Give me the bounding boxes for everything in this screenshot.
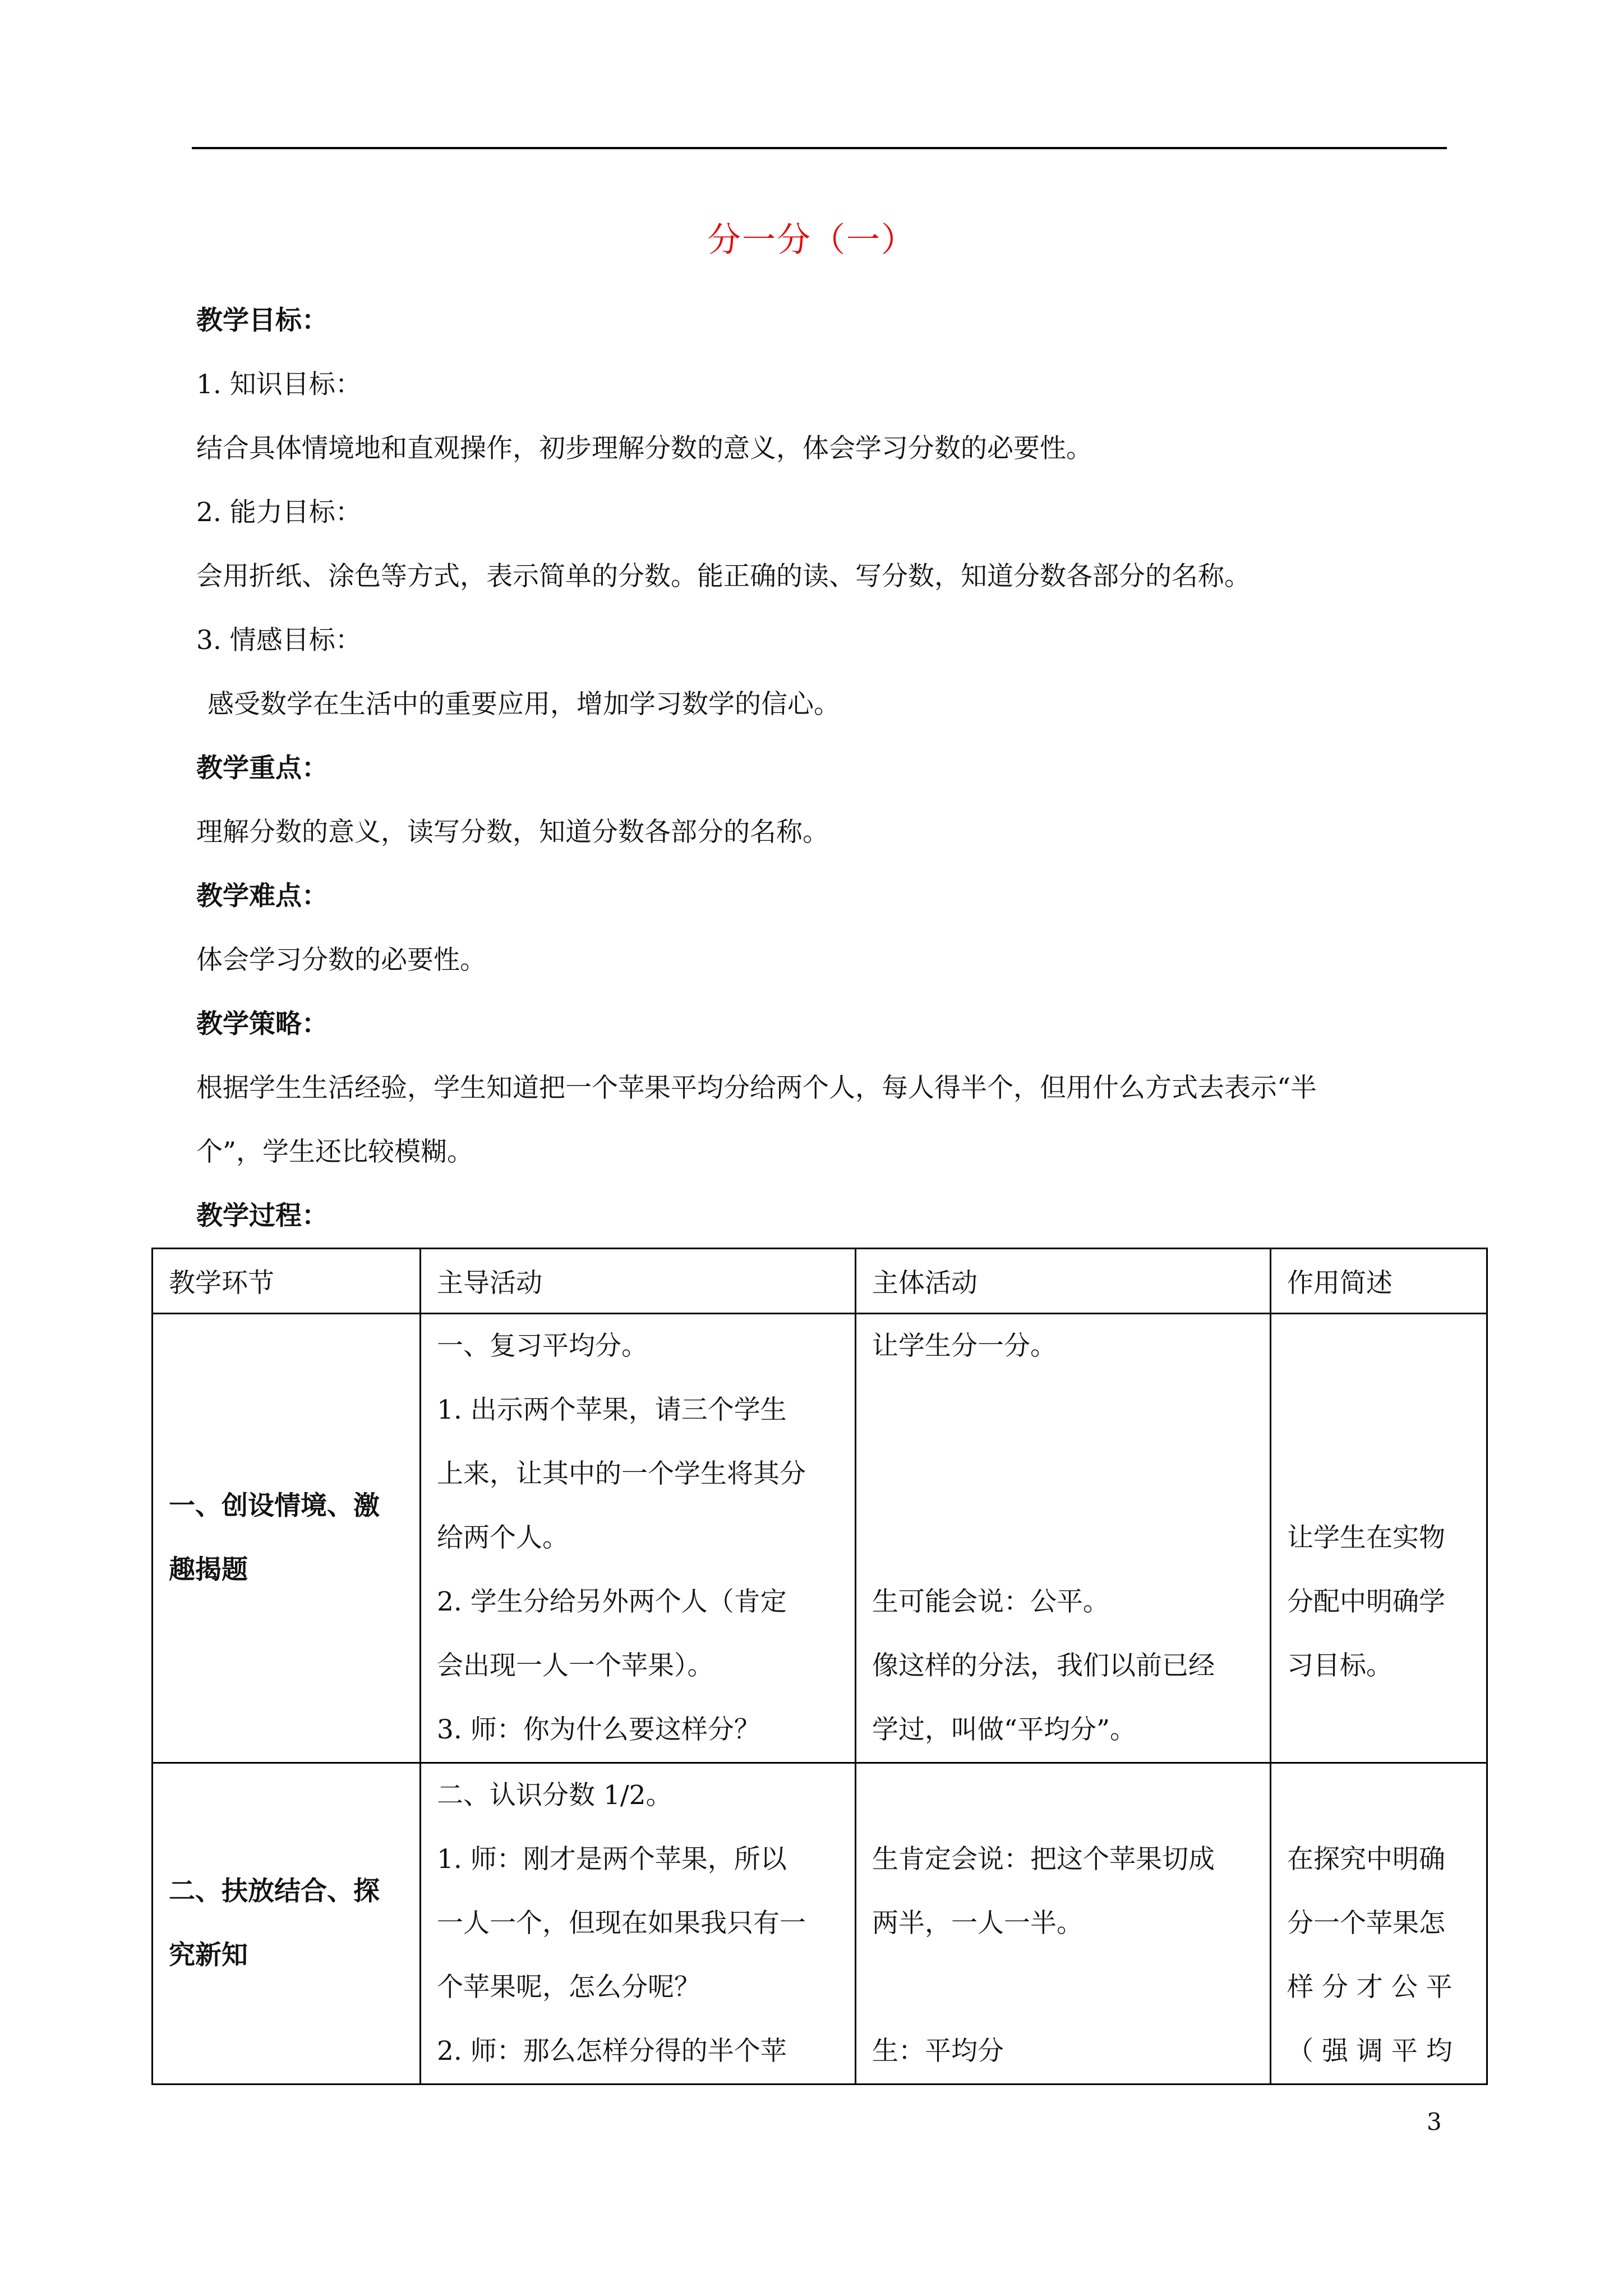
- stage-line: 究新知: [169, 1940, 248, 1971]
- cell-line: 二、认识分数 1/2。: [437, 1780, 672, 1811]
- lead-activity-cell: [421, 1314, 856, 1763]
- cell-line: 1. 师：刚才是两个苹果，所以: [437, 1844, 787, 1875]
- page-title: 分一分（一）: [707, 220, 916, 260]
- cell-line: 生肯定会说：把这个苹果切成: [872, 1844, 1215, 1875]
- table-row: [153, 1314, 1487, 1763]
- ability-label: 2. 能力目标：: [196, 497, 362, 528]
- cell-line: 2. 师：那么怎样分得的半个苹: [437, 2036, 787, 2067]
- cell-line: 在探究中明确: [1287, 1844, 1445, 1875]
- cell-line: 1. 出示两个苹果，请三个学生: [437, 1395, 787, 1425]
- cell-line: 生：平均分: [872, 2036, 1004, 2067]
- cell-line: [1287, 1378, 1470, 1442]
- cell-line: 生可能会说：公平。: [872, 1586, 1109, 1617]
- cell-line: 3. 师：你为什么要这样分？: [437, 1714, 760, 1745]
- key-point-heading: 教学重点：: [196, 753, 328, 784]
- cell-line: [1287, 1698, 1470, 1762]
- cell-line: 个苹果呢，怎么分呢？: [437, 1972, 700, 2003]
- purpose-cell: [1271, 1314, 1487, 1763]
- header-purpose: 作用简述: [1271, 1249, 1487, 1314]
- cell-line: [872, 1764, 1254, 1828]
- cell-line: 习目标。: [1287, 1650, 1393, 1681]
- stage-line: 趣揭题: [169, 1554, 248, 1585]
- cell-line: [872, 1506, 1254, 1570]
- cell-line: 学过，叫做“平均分”。: [872, 1714, 1137, 1745]
- cell-line: [1287, 1314, 1470, 1378]
- header-student-activity: 主体活动: [856, 1249, 1271, 1314]
- knowledge-label: 1. 知识目标：: [196, 369, 362, 400]
- lead-activity-cell: [421, 1763, 856, 2085]
- cell-line: （ 强 调 平 均: [1287, 2036, 1453, 2067]
- stage-cell: [153, 1314, 421, 1763]
- stage-line: 一、创设情境、激: [169, 1490, 380, 1521]
- emotion-text: 感受数学在生活中的重要应用，增加学习数学的信心。: [208, 689, 840, 720]
- cell-line: 样 分 才 公 平: [1287, 1972, 1453, 2003]
- cell-line: [872, 1955, 1254, 2019]
- cell-line: 让学生在实物: [1287, 1522, 1445, 1553]
- difficulty-text: 体会学习分数的必要性。: [196, 945, 486, 976]
- stage-line: 二、扶放结合、探: [169, 1876, 380, 1907]
- strategy-line-2: 个”，学生还比较模糊。: [196, 1137, 474, 1167]
- page-number: 3: [1427, 2108, 1442, 2136]
- cell-line: 分一个苹果怎: [1287, 1908, 1445, 1939]
- header-lead-activity: 主导活动: [421, 1249, 856, 1314]
- cell-line: 2. 学生分给另外两个人（肯定: [437, 1586, 787, 1617]
- cell-line: 像这样的分法，我们以前已经: [872, 1650, 1215, 1681]
- stage-cell: [153, 1763, 421, 2085]
- process-table: [151, 1248, 1488, 2085]
- objectives-heading: 教学目标：: [196, 305, 328, 336]
- cell-line: 给两个人。: [437, 1522, 569, 1553]
- header-rule: [192, 147, 1447, 149]
- knowledge-text: 结合具体情境地和直观操作，初步理解分数的意义，体会学习分数的必要性。: [196, 433, 1092, 464]
- strategy-heading: 教学策略：: [196, 1009, 328, 1039]
- cell-line: [1287, 1442, 1470, 1506]
- cell-line: 一、复习平均分。: [437, 1331, 648, 1361]
- cell-line: 会出现一人一个苹果）。: [437, 1650, 714, 1681]
- cell-line: 让学生分一分。: [872, 1331, 1057, 1361]
- cell-line: [872, 1378, 1254, 1442]
- cell-line: [1287, 1764, 1470, 1828]
- strategy-line-1: 根据学生生活经验，学生知道把一个苹果平均分给两个人，每人得半个，但用什么方式去表示“半: [196, 1073, 1317, 1103]
- cell-line: 上来，让其中的一个学生将其分: [437, 1458, 806, 1489]
- key-point-text: 理解分数的意义，读写分数，知道分数各部分的名称。: [196, 817, 829, 848]
- cell-line: 两半，一人一半。: [872, 1908, 1083, 1939]
- header-stage: 教学环节: [153, 1249, 421, 1314]
- table-header-row: [153, 1249, 1487, 1314]
- student-activity-cell: [856, 1314, 1271, 1763]
- table-row: [153, 1763, 1487, 2085]
- process-heading: 教学过程：: [196, 1200, 328, 1231]
- cell-line: 一人一个，但现在如果我只有一: [437, 1908, 806, 1939]
- difficulty-heading: 教学难点：: [196, 881, 328, 912]
- ability-text: 会用折纸、涂色等方式，表示简单的分数。能正确的读、写分数，知道分数各部分的名称。: [196, 561, 1251, 592]
- student-activity-cell: [856, 1763, 1271, 2085]
- purpose-cell: [1271, 1763, 1487, 2085]
- cell-line: 分配中明确学: [1287, 1586, 1445, 1617]
- emotion-label: 3. 情感目标：: [196, 625, 362, 656]
- cell-line: [872, 1442, 1254, 1506]
